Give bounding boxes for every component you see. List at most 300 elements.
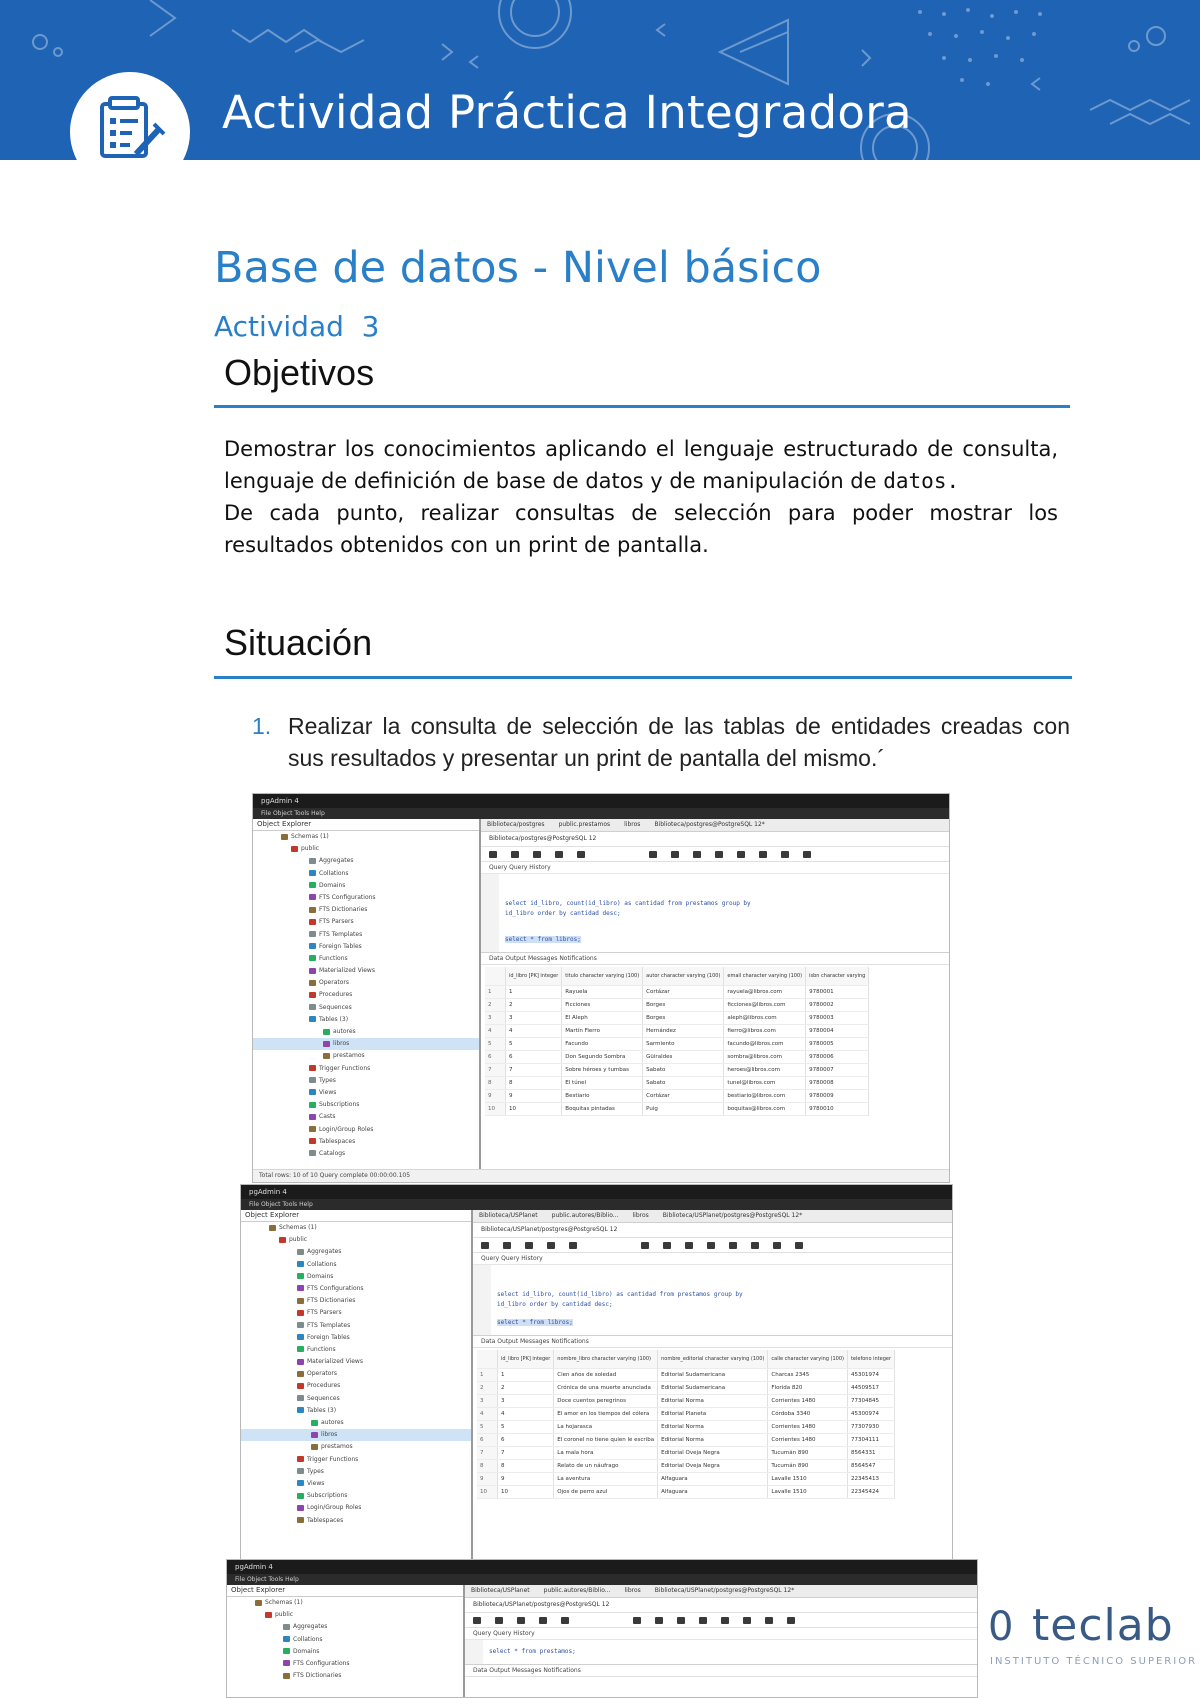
column-header[interactable]: telefono integer xyxy=(847,1350,894,1369)
stop-icon[interactable] xyxy=(649,851,657,858)
clear-icon[interactable] xyxy=(751,1242,759,1249)
sql-editor[interactable] xyxy=(473,1265,952,1336)
column-header[interactable]: id_libro [PK] integer xyxy=(498,1350,554,1369)
table-cell[interactable]: 9780005 xyxy=(806,1038,869,1051)
table-cell[interactable]: Relato de un náufrago xyxy=(554,1460,658,1473)
edit-icon[interactable] xyxy=(525,1242,533,1249)
table-cell[interactable]: tunel@libros.com xyxy=(724,1077,806,1090)
tree-item[interactable] xyxy=(241,1405,471,1417)
table-cell[interactable]: El amor en los tiempos del cólera xyxy=(554,1408,658,1421)
table-cell[interactable]: Editorial Sudamericana xyxy=(658,1369,768,1382)
tree-item[interactable] xyxy=(241,1259,471,1271)
sql-line: select * from libros; xyxy=(505,936,581,943)
table-cell[interactable]: La hojarasca xyxy=(554,1421,658,1434)
tree-item-label: Operators xyxy=(307,1370,337,1378)
table-cell[interactable]: 9780007 xyxy=(806,1064,869,1077)
table-cell[interactable]: 77304111 xyxy=(847,1434,894,1447)
row-number: 10 xyxy=(477,1486,498,1499)
query-tabs[interactable]: Query Query History xyxy=(465,1628,977,1640)
table-cell[interactable]: 9 xyxy=(498,1473,554,1486)
column-header[interactable]: isbn character varying xyxy=(806,967,869,986)
data-output-tabs[interactable]: Data Output Messages Notifications xyxy=(481,953,949,965)
table-cell[interactable]: Sabato xyxy=(643,1064,724,1077)
tree-item-label: Aggregates xyxy=(319,857,354,865)
table-cell[interactable]: 77307930 xyxy=(847,1421,894,1434)
tree-item[interactable] xyxy=(241,1332,471,1344)
query-tabs[interactable]: Query Query History xyxy=(473,1253,952,1265)
tree-item[interactable] xyxy=(253,1124,479,1136)
data-output-tabs[interactable]: Data Output Messages Notifications xyxy=(473,1336,952,1348)
rollback-icon[interactable] xyxy=(737,851,745,858)
table-cell[interactable]: Tucumán 890 xyxy=(768,1447,848,1460)
editor-tab[interactable]: public.autores/Biblio... xyxy=(543,1587,611,1594)
table-cell[interactable]: Boquitas pintadas xyxy=(562,1103,643,1116)
table-cell[interactable]: Bestiario xyxy=(562,1090,643,1103)
tree-item[interactable] xyxy=(241,1295,471,1307)
tree-item[interactable] xyxy=(227,1597,463,1609)
tree-item[interactable] xyxy=(241,1307,471,1319)
table-row[interactable] xyxy=(485,1090,869,1103)
rollback-icon[interactable] xyxy=(729,1242,737,1249)
tree-item[interactable] xyxy=(253,989,479,1001)
save-icon[interactable] xyxy=(503,1242,511,1249)
column-header[interactable]: email character varying (100) xyxy=(724,967,806,986)
download-icon[interactable] xyxy=(773,1242,781,1249)
table-row[interactable] xyxy=(477,1382,895,1395)
tree-item[interactable] xyxy=(253,1136,479,1148)
table-cell[interactable]: Crónica de una muerte anunciada xyxy=(554,1382,658,1395)
table-cell[interactable]: 3 xyxy=(498,1395,554,1408)
table-row[interactable] xyxy=(485,1025,869,1038)
table-cell[interactable]: 45300974 xyxy=(847,1408,894,1421)
table-cell[interactable]: 10 xyxy=(498,1486,554,1499)
macros-icon[interactable] xyxy=(795,1242,803,1249)
editor-tab[interactable]: libros xyxy=(624,1587,641,1594)
table-cell[interactable]: Hernández xyxy=(643,1025,724,1038)
open-file-icon[interactable] xyxy=(489,851,497,858)
rollback-icon[interactable] xyxy=(721,1617,729,1624)
tree-node-icon xyxy=(283,1673,290,1679)
menu-bar[interactable]: File Object Tools Help xyxy=(241,1199,952,1210)
tree-item[interactable] xyxy=(253,953,479,965)
save-icon[interactable] xyxy=(495,1617,503,1624)
table-cell[interactable]: 9780001 xyxy=(806,986,869,999)
connection-selector[interactable]: Biblioteca/USPlanet/postgres@PostgreSQL 12 xyxy=(465,1598,977,1613)
tree-node-icon xyxy=(309,882,316,888)
tree-item[interactable] xyxy=(241,1356,471,1368)
limit-icon[interactable] xyxy=(561,1617,569,1624)
tree-node-icon xyxy=(297,1456,304,1462)
table-row[interactable] xyxy=(485,1064,869,1077)
tree-item[interactable] xyxy=(241,1515,471,1527)
table-cell[interactable]: Borges xyxy=(643,999,724,1012)
tree-item[interactable] xyxy=(227,1621,463,1633)
connection-selector[interactable]: Biblioteca/USPlanet/postgres@PostgreSQL 12 xyxy=(473,1223,952,1238)
column-header[interactable]: autor character varying (100) xyxy=(643,967,724,986)
table-cell[interactable]: 1 xyxy=(506,986,562,999)
editor-tab[interactable]: libros xyxy=(624,821,641,828)
tree-item-label: Collations xyxy=(293,1635,323,1643)
table-cell[interactable]: Córdoba 3340 xyxy=(768,1408,848,1421)
table-cell[interactable]: Sabato xyxy=(643,1077,724,1090)
line-number-gutter xyxy=(473,1265,491,1335)
table-row[interactable] xyxy=(485,1077,869,1090)
table-cell[interactable]: Editorial Norma xyxy=(658,1395,768,1408)
table-cell[interactable]: Alfaguara xyxy=(658,1486,768,1499)
tree-item[interactable] xyxy=(241,1441,471,1453)
edit-icon[interactable] xyxy=(517,1617,525,1624)
tree-item-label: Domains xyxy=(307,1272,334,1280)
table-cell[interactable]: 9780003 xyxy=(806,1012,869,1025)
table-row[interactable] xyxy=(485,1038,869,1051)
save-icon[interactable] xyxy=(511,851,519,858)
table-cell[interactable]: 8 xyxy=(506,1077,562,1090)
download-icon[interactable] xyxy=(765,1617,773,1624)
table-cell[interactable]: boquitas@libros.com xyxy=(724,1103,806,1116)
tree-item[interactable] xyxy=(253,1087,479,1099)
table-cell[interactable]: 5 xyxy=(498,1421,554,1434)
limit-icon[interactable] xyxy=(569,1242,577,1249)
tree-item[interactable] xyxy=(253,868,479,880)
tree-item-label: Types xyxy=(307,1467,324,1475)
table-cell[interactable]: facundo@libros.com xyxy=(724,1038,806,1051)
tree-item[interactable] xyxy=(253,1002,479,1014)
tree-item[interactable] xyxy=(253,916,479,928)
table-row[interactable] xyxy=(477,1460,895,1473)
table-row[interactable] xyxy=(477,1473,895,1486)
table-row[interactable] xyxy=(485,1012,869,1025)
tree-item[interactable] xyxy=(241,1222,471,1234)
table-cell[interactable]: Lavalle 1510 xyxy=(768,1473,848,1486)
play-icon[interactable] xyxy=(655,1617,663,1624)
editor-tabs xyxy=(481,819,949,832)
object-explorer xyxy=(227,1585,465,1697)
editor-tab[interactable]: Biblioteca/postgres@PostgreSQL 12* xyxy=(654,821,765,828)
menu-bar[interactable]: File Object Tools Help xyxy=(253,808,949,819)
table-cell[interactable]: Charcas 2345 xyxy=(768,1369,848,1382)
tree-item[interactable] xyxy=(241,1490,471,1502)
table-cell[interactable]: Don Segundo Sombra xyxy=(562,1051,643,1064)
table-cell[interactable]: aleph@libros.com xyxy=(724,1012,806,1025)
tree-node-icon xyxy=(297,1298,304,1304)
tree-item-label: Tables (3) xyxy=(307,1406,337,1414)
filter-icon[interactable] xyxy=(539,1617,547,1624)
sql-line: id_libro order by cantidad desc; xyxy=(497,1301,613,1308)
editor-tab[interactable]: public.autores/Biblio... xyxy=(551,1212,619,1219)
tree-item[interactable] xyxy=(227,1634,463,1646)
table-cell[interactable]: Editorial Sudamericana xyxy=(658,1382,768,1395)
tree-item[interactable] xyxy=(253,965,479,977)
commit-icon[interactable] xyxy=(715,851,723,858)
table-cell[interactable]: 45301974 xyxy=(847,1369,894,1382)
open-file-icon[interactable] xyxy=(473,1617,481,1624)
table-cell[interactable]: 8 xyxy=(498,1460,554,1473)
tree-item[interactable] xyxy=(227,1658,463,1670)
table-cell[interactable]: sombra@libros.com xyxy=(724,1051,806,1064)
tree-item[interactable] xyxy=(253,941,479,953)
table-cell[interactable]: Rayuela xyxy=(562,986,643,999)
tree-item-label: Trigger Functions xyxy=(319,1064,371,1072)
tree-item[interactable] xyxy=(241,1320,471,1332)
table-cell[interactable]: Editorial Planeta xyxy=(658,1408,768,1421)
tree-item-label: Aggregates xyxy=(307,1248,342,1256)
query-toolbar xyxy=(481,847,949,862)
table-cell[interactable]: Puig xyxy=(643,1103,724,1116)
tree-item[interactable] xyxy=(241,1380,471,1392)
table-cell[interactable]: Güiraldes xyxy=(643,1051,724,1064)
tree-item-label: Foreign Tables xyxy=(307,1333,350,1341)
tree-item[interactable] xyxy=(241,1454,471,1466)
column-header[interactable]: id_libro [PK] integer xyxy=(506,967,562,986)
table-cell[interactable]: 6 xyxy=(506,1051,562,1064)
table-cell[interactable]: 7 xyxy=(498,1447,554,1460)
table-cell[interactable]: 44509517 xyxy=(847,1382,894,1395)
table-cell[interactable]: Lavalle 1510 xyxy=(768,1486,848,1499)
table-cell[interactable]: heroes@libros.com xyxy=(724,1064,806,1077)
tree-item-label: Procedures xyxy=(307,1382,341,1390)
table-cell[interactable]: rayuela@libros.com xyxy=(724,986,806,999)
tree-item[interactable] xyxy=(241,1234,471,1246)
tree-item[interactable] xyxy=(253,929,479,941)
tree-item[interactable] xyxy=(253,831,479,843)
editor-tab[interactable]: Biblioteca/USPlanet/postgres@PostgreSQL 12* xyxy=(654,1587,795,1594)
clear-icon[interactable] xyxy=(759,851,767,858)
tree-item[interactable] xyxy=(253,1063,479,1075)
table-cell[interactable]: Ficciones xyxy=(562,999,643,1012)
table-cell[interactable]: 9780010 xyxy=(806,1103,869,1116)
query-tabs[interactable]: Query Query History xyxy=(481,862,949,874)
sql-editor[interactable] xyxy=(481,874,949,953)
stop-icon[interactable] xyxy=(633,1617,641,1624)
tree-item[interactable] xyxy=(253,1148,479,1160)
table-cell[interactable]: 8564547 xyxy=(847,1460,894,1473)
table-cell[interactable]: 4 xyxy=(506,1025,562,1038)
table-row[interactable] xyxy=(477,1408,895,1421)
macros-icon[interactable] xyxy=(787,1617,795,1624)
table-cell[interactable]: 2 xyxy=(498,1382,554,1395)
table-cell[interactable]: Tucumán 890 xyxy=(768,1460,848,1473)
tree-item[interactable] xyxy=(241,1344,471,1356)
table-cell[interactable]: 9 xyxy=(506,1090,562,1103)
table-cell[interactable]: fierro@libros.com xyxy=(724,1025,806,1038)
menu-bar[interactable]: File Object Tools Help xyxy=(227,1574,977,1585)
tree-item-label: FTS Dictionaries xyxy=(293,1672,342,1680)
tree-item[interactable] xyxy=(227,1609,463,1621)
table-cell[interactable]: 9780009 xyxy=(806,1090,869,1103)
table-row[interactable] xyxy=(477,1486,895,1499)
edit-icon[interactable] xyxy=(533,851,541,858)
table-cell[interactable]: La mala hora xyxy=(554,1447,658,1460)
document-checklist-icon xyxy=(70,72,190,160)
table-cell[interactable]: Cien años de soledad xyxy=(554,1369,658,1382)
tree-item-label: Procedures xyxy=(319,991,353,999)
table-row[interactable] xyxy=(485,986,869,999)
table-cell[interactable]: 8564331 xyxy=(847,1447,894,1460)
tree-node-icon xyxy=(297,1517,304,1523)
filter-icon[interactable] xyxy=(547,1242,555,1249)
stop-icon[interactable] xyxy=(641,1242,649,1249)
tree-item-label: FTS Templates xyxy=(307,1321,351,1329)
table-cell[interactable]: 9780006 xyxy=(806,1051,869,1064)
table-cell[interactable]: El coronel no tiene quien le escriba xyxy=(554,1434,658,1447)
tree-item[interactable] xyxy=(241,1368,471,1380)
table-row[interactable] xyxy=(477,1447,895,1460)
table-cell[interactable]: 10 xyxy=(506,1103,562,1116)
table-row[interactable] xyxy=(477,1369,895,1382)
editor-tab[interactable]: Biblioteca/postgres xyxy=(487,821,545,828)
column-header[interactable]: nombre_libro character varying (100) xyxy=(554,1350,658,1369)
table-cell[interactable]: Florida 820 xyxy=(768,1382,848,1395)
table-cell[interactable]: 9780008 xyxy=(806,1077,869,1090)
table-row[interactable] xyxy=(485,1051,869,1064)
table-row[interactable] xyxy=(485,999,869,1012)
tree-item[interactable] xyxy=(253,904,479,916)
tree-node-icon xyxy=(255,1600,262,1606)
clear-icon[interactable] xyxy=(743,1617,751,1624)
table-cell[interactable]: Facundo xyxy=(562,1038,643,1051)
tree-node-icon xyxy=(291,846,298,852)
table-cell[interactable]: Martín Fierro xyxy=(562,1025,643,1038)
row-number: 1 xyxy=(485,986,506,999)
sql-editor[interactable] xyxy=(465,1640,977,1665)
tree-node-icon xyxy=(297,1310,304,1316)
tree-item[interactable] xyxy=(241,1393,471,1405)
table-row[interactable] xyxy=(477,1421,895,1434)
column-header[interactable]: titulo character varying (100) xyxy=(562,967,643,986)
column-header[interactable]: nombre_editorial character varying (100) xyxy=(658,1350,768,1369)
tree-node-icon xyxy=(297,1359,304,1365)
table-cell[interactable]: Editorial Oveja Negra xyxy=(658,1447,768,1460)
table-cell[interactable]: Editorial Oveja Negra xyxy=(658,1460,768,1473)
column-header[interactable]: calle character varying (100) xyxy=(768,1350,848,1369)
tree-item[interactable] xyxy=(253,1099,479,1111)
table-row[interactable] xyxy=(477,1434,895,1447)
results-header-row xyxy=(477,1350,895,1369)
table-cell[interactable]: Corrientes 1480 xyxy=(768,1421,848,1434)
tree-item[interactable] xyxy=(253,892,479,904)
table-cell[interactable]: 22345424 xyxy=(847,1486,894,1499)
open-file-icon[interactable] xyxy=(481,1242,489,1249)
macros-icon[interactable] xyxy=(803,851,811,858)
connection-selector[interactable]: Biblioteca/postgres@PostgreSQL 12 xyxy=(481,832,949,847)
table-cell[interactable]: Corrientes 1480 xyxy=(768,1434,848,1447)
table-row[interactable] xyxy=(485,1103,869,1116)
tree-item[interactable] xyxy=(241,1271,471,1283)
editor-tab[interactable]: Biblioteca/USPlanet xyxy=(471,1587,530,1594)
download-icon[interactable] xyxy=(781,851,789,858)
editor-tab[interactable]: public.prestamos xyxy=(558,821,611,828)
explain-icon[interactable] xyxy=(693,851,701,858)
table-cell[interactable]: 7 xyxy=(506,1064,562,1077)
tree-item[interactable] xyxy=(253,1026,479,1038)
table-cell[interactable]: Ojos de perro azul xyxy=(554,1486,658,1499)
tree-item[interactable] xyxy=(241,1429,471,1441)
tree-item[interactable] xyxy=(241,1283,471,1295)
tree-item[interactable] xyxy=(241,1466,471,1478)
tree-item[interactable] xyxy=(241,1478,471,1490)
tree-item[interactable] xyxy=(241,1246,471,1258)
tree-node-icon xyxy=(309,1016,316,1022)
commit-icon[interactable] xyxy=(699,1617,707,1624)
tree-item[interactable] xyxy=(241,1502,471,1514)
table-cell[interactable]: Alfaguara xyxy=(658,1473,768,1486)
table-cell[interactable]: 6 xyxy=(498,1434,554,1447)
tree-item-label: autores xyxy=(333,1028,356,1035)
tree-node-icon xyxy=(309,1126,316,1132)
table-cell[interactable]: 2 xyxy=(506,999,562,1012)
play-icon[interactable] xyxy=(663,1242,671,1249)
table-cell[interactable]: Cortázar xyxy=(643,986,724,999)
tree-item-label: FTS Templates xyxy=(319,930,363,938)
tree-item-label: prestamos xyxy=(333,1052,365,1060)
tree-item[interactable] xyxy=(253,855,479,867)
table-cell[interactable]: Doce cuentos peregrinos xyxy=(554,1395,658,1408)
table-cell[interactable]: Sarmiento xyxy=(643,1038,724,1051)
explain-icon[interactable] xyxy=(677,1617,685,1624)
tree-item-label: Foreign Tables xyxy=(319,942,362,950)
tree-item[interactable] xyxy=(227,1646,463,1658)
tree-item[interactable] xyxy=(253,977,479,989)
tree-item[interactable] xyxy=(253,1111,479,1123)
tree-item[interactable] xyxy=(241,1417,471,1429)
table-cell[interactable]: Editorial Norma xyxy=(658,1421,768,1434)
play-icon[interactable] xyxy=(671,851,679,858)
tree-item-label: Subscriptions xyxy=(307,1492,348,1500)
tree-node-icon xyxy=(309,931,316,937)
table-cell[interactable]: 22345413 xyxy=(847,1473,894,1486)
commit-icon[interactable] xyxy=(707,1242,715,1249)
table-cell[interactable]: La aventura xyxy=(554,1473,658,1486)
table-cell[interactable]: 3 xyxy=(506,1012,562,1025)
table-cell[interactable]: 1 xyxy=(498,1369,554,1382)
table-cell[interactable]: bestiario@libros.com xyxy=(724,1090,806,1103)
data-output-tabs[interactable]: Data Output Messages Notifications xyxy=(465,1665,977,1677)
table-cell[interactable]: ficciones@libros.com xyxy=(724,999,806,1012)
tree-item[interactable] xyxy=(253,1075,479,1087)
tree-item[interactable] xyxy=(253,1014,479,1026)
explain-icon[interactable] xyxy=(685,1242,693,1249)
tree-item[interactable] xyxy=(253,1038,479,1050)
table-cell[interactable]: Sobre héroes y tumbas xyxy=(562,1064,643,1077)
tree-node-icon xyxy=(309,992,316,998)
tree-item[interactable] xyxy=(253,843,479,855)
table-cell[interactable]: Borges xyxy=(643,1012,724,1025)
table-cell[interactable]: 9780004 xyxy=(806,1025,869,1038)
row-number: 6 xyxy=(477,1434,498,1447)
filter-icon[interactable] xyxy=(555,851,563,858)
results-table xyxy=(477,1350,895,1499)
table-cell[interactable]: El Aleph xyxy=(562,1012,643,1025)
tree-item[interactable] xyxy=(253,880,479,892)
editor-tab[interactable]: Biblioteca/USPlanet/postgres@PostgreSQL 12* xyxy=(662,1212,803,1219)
editor-tab[interactable]: Biblioteca/USPlanet xyxy=(479,1212,538,1219)
table-cell[interactable]: Corrientes 1480 xyxy=(768,1395,848,1408)
banner-icon-badge xyxy=(70,72,190,160)
editor-tab[interactable]: libros xyxy=(632,1212,649,1219)
table-cell[interactable]: 9780002 xyxy=(806,999,869,1012)
table-cell[interactable]: 77304845 xyxy=(847,1395,894,1408)
tree-item-label: Login/Group Roles xyxy=(307,1504,362,1512)
table-cell[interactable]: 5 xyxy=(506,1038,562,1051)
table-cell[interactable]: Cortázar xyxy=(643,1090,724,1103)
table-cell[interactable]: El túnel xyxy=(562,1077,643,1090)
table-row[interactable] xyxy=(477,1395,895,1408)
limit-icon[interactable] xyxy=(577,851,585,858)
tree-item[interactable] xyxy=(253,1050,479,1062)
table-cell[interactable]: Editorial Norma xyxy=(658,1434,768,1447)
table-cell[interactable]: 4 xyxy=(498,1408,554,1421)
tree-item[interactable] xyxy=(227,1670,463,1682)
